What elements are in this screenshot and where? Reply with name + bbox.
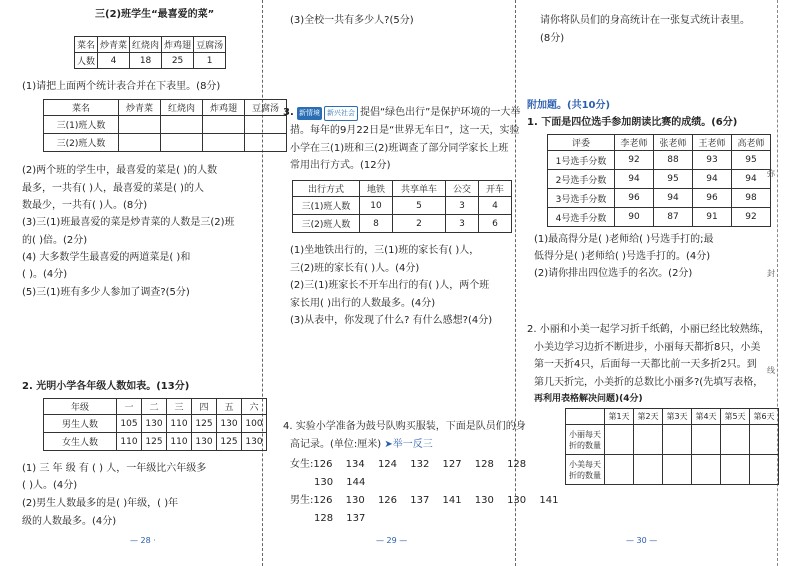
question-text: (2)三(1)班家长不开车出行的有( )人，两个班 [290,280,490,291]
answer-cell[interactable] [692,425,721,455]
question-text: 三(2)班的家长有( )人。(4分) [290,263,420,274]
table-cell: 95 [654,170,693,189]
height-value: 127 [442,459,462,470]
question-text: 最多，一共有( )人，最喜爱的菜是( )的人 [22,183,204,194]
table-row-label: 3号选手分数 [548,189,615,208]
height-value: 144 [346,477,366,488]
height-value: 124 [377,459,398,470]
table-cell: 90 [615,208,654,227]
question-text: (2)两个班的学生中，最喜爱的菜是( )的人数 [22,165,218,176]
table-header-cell: 菜名 [44,100,119,116]
question-text: 2. 小丽和小美一起学习折千纸鹤，小丽已经比较熟练， [527,324,770,335]
table-cell: 91 [693,208,732,227]
table-cell: 92 [615,151,654,170]
bonus-section-title: 附加题。(共10分) [527,100,611,111]
table-cell: 94 [615,170,654,189]
question-text: 低得分是( )老师给( )号选手打的。(4分) [534,251,711,262]
table-cell: 2 [393,215,446,233]
table-header-cell: 评委 [548,135,615,151]
question-text: 的( )倍。(2分) [22,235,88,246]
table-row-label: 三(1)班人数 [44,116,119,134]
table-row-label: 2号选手分数 [548,170,615,189]
question-text: ( )。(4分) [22,269,68,280]
question-text: 级的人数最多。(4分) [22,516,117,527]
table-cell: 1 [194,53,226,69]
height-value: 130 [507,495,527,506]
table-cell: 18 [130,53,162,69]
table-cell: 105 [117,415,142,433]
question-text: (5)三(1)班有多少人参加了调查?(5分) [22,287,190,298]
question-text: (3)从表中，你发现了什么? 有什么感想?(4分) [290,315,493,326]
question-text: (2)男生人数最多的是( )年级，( )年 [22,498,179,509]
table-header-cell: 第5天 [721,409,750,425]
question-text: 4. 实验小学准备为鼓号队购买服装，下面是队员们的身 [283,421,526,432]
table-cell: 125 [142,433,167,451]
answer-cell[interactable] [203,134,245,152]
question-text: (2)请你排出四位选手的名次。(2分) [534,268,693,279]
table-header-cell: 六 [242,399,267,415]
table-header-cell: 炸鸡翅 [162,37,194,53]
question-text: (3)全校一共有多少人?(5分) [290,15,414,26]
table-header-cell: 炸鸡翅 [203,100,245,116]
table-cell: 8 [360,215,393,233]
score-table [547,134,771,227]
table-cell: 98 [732,189,771,208]
dish-merge-table[interactable] [43,99,287,152]
table-header-cell: 炒青菜 [98,37,130,53]
dish-table-class2 [74,36,226,69]
table-row-label: 三(1)班人数 [293,197,360,215]
table-cell: 5 [393,197,446,215]
height-value: 130 [345,495,365,506]
table-cell: 110 [117,433,142,451]
table-header-cell: 王老师 [693,135,732,151]
table-cell: 95 [732,151,771,170]
girls-heights-row1 [290,458,526,471]
table-header-cell: 菜名 [75,37,98,53]
column-divider-right [515,0,516,566]
table-header-cell: 李老师 [615,135,654,151]
table-header-cell [566,409,605,425]
table-cell: 10 [360,197,393,215]
height-value: 130 [314,477,334,488]
table-row-label: 女生人数 [44,433,117,451]
question-text [283,106,520,121]
table-header-cell: 第2天 [634,409,663,425]
question-text: 小学在三(1)班和三(2)班调查了部分同学家长上班 [290,143,509,154]
table-header-cell: 红烧肉 [161,100,203,116]
height-value: 128 [314,513,334,524]
answer-cell[interactable] [161,134,203,152]
table-header-cell: 一 [117,399,142,415]
table-cell: 92 [732,208,771,227]
table-cell: 3 [446,197,479,215]
question-text: (8分) [540,33,565,44]
table-header-cell: 公交 [446,181,479,197]
question-text: 高记录。(单位:厘米) [290,439,382,450]
table-cell: 88 [654,151,693,170]
question-text: (1)坐地铁出行的，三(1)班的家长有( )人， [290,245,480,256]
height-value: 128 [474,459,494,470]
question-title: 1. 下面是四位选手参加朗读比赛的成绩。(6分) [527,117,738,128]
question-text: 数最少，一共有( )人。(8分) [22,200,148,211]
height-value: 128 [507,459,527,470]
height-value: 141 [442,495,462,506]
table-header-cell: 第6天 [750,409,779,425]
table-cell: 94 [654,189,693,208]
table-cell: 100 [242,415,267,433]
answer-cell[interactable] [721,455,750,485]
answer-cell[interactable] [750,455,779,485]
girls-heights-row2 [314,476,365,489]
height-value: 137 [410,495,430,506]
height-value: 126 [313,459,333,470]
table-title: 三(2)班学生“最喜爱的菜” [95,9,215,20]
table-row-label: 1号选手分数 [548,151,615,170]
table-header-cell: 二 [142,399,167,415]
table-cell: 25 [162,53,194,69]
page-number: — 28 · [130,536,156,545]
new-society-tag: 新兴社会 [324,106,358,121]
table-cell: 125 [192,415,217,433]
table-header-cell: 出行方式 [293,181,360,197]
table-row-label: 4号选手分数 [548,208,615,227]
table-header-cell: 共享单车 [393,181,446,197]
table-cell: 96 [693,189,732,208]
new-context-tag: 新情境 [297,107,322,120]
question-text: 常用出行方式。(12分) [290,160,391,171]
answer-cell[interactable] [692,455,721,485]
answer-cell[interactable] [663,425,692,455]
page-number: — 30 — [626,536,658,545]
margin-text: 封 [767,269,775,278]
table-cell: 130 [242,433,267,451]
table-header-cell: 红烧肉 [130,37,162,53]
question-text [290,438,433,451]
answer-cell[interactable] [634,425,663,455]
table-row-label: 三(2)班人数 [293,215,360,233]
question-title: 2. 光明小学各年级人数如表。(13分) [22,381,190,392]
table-header-cell: 五 [217,399,242,415]
margin-text: 线 [767,366,775,375]
table-cell: 110 [167,415,192,433]
table-cell: 3 [446,215,479,233]
question-text: 第一天折4只，后面每一天都比前一天多折2只。到 [534,359,757,370]
margin-text: 弥 [767,169,775,178]
boys-label: 男生: [290,495,314,506]
table-header-cell: 豆腐汤 [194,37,226,53]
table-row-label: 小丽每天折的数量 [566,425,605,455]
question-text: 提倡“绿色出行”是保护环境的一大举 [359,107,521,118]
table-header-cell: 四 [192,399,217,415]
answer-cell[interactable] [605,455,634,485]
table-cell: 130 [217,415,242,433]
question-text: 家长用( )出行的人数最多。(4分) [290,298,436,309]
table-cell: 94 [693,170,732,189]
table-header-cell: 第4天 [692,409,721,425]
answer-cell[interactable] [605,425,634,455]
table-cell: 130 [142,415,167,433]
question-text: 第几天折完，小美折的总数比小丽多?(先填写表格， [534,377,764,388]
table-header-cell: 豆腐汤 [245,100,287,116]
question-text: 小美边学习边折不断进步，小丽每天都折8只，小美 [534,342,761,353]
table-cell: 130 [192,433,217,451]
question-text: 再利用表格解决问题)(4分) [534,394,643,404]
answer-cell[interactable] [663,455,692,485]
question-text: (4) 大多数学生最喜爱的两道菜是( )和 [22,252,191,263]
height-value: 126 [313,495,333,506]
height-value: 126 [377,495,398,506]
table-header-cell: 炒青菜 [119,100,161,116]
question-text: ( )人。(4分) [22,480,78,491]
answer-cell[interactable] [245,116,287,134]
question-text: 请你将队员们的身高统计在一张复式统计表里。 [540,15,750,26]
answer-cell[interactable] [203,116,245,134]
question-text: (1)请把上面两个统计表合并在下表里。(8分) [22,81,221,92]
table-header-cell: 地铁 [360,181,393,197]
table-cell: 87 [654,208,693,227]
table-cell: 110 [167,433,192,451]
answer-cell[interactable] [161,116,203,134]
related-practice-link[interactable]: ➤举一反三 [384,439,433,450]
page-number: — 29 — [376,536,408,545]
answer-cell[interactable] [750,425,779,455]
table-cell: 6 [479,215,512,233]
height-value: 134 [345,459,365,470]
question-number: 3. [283,107,294,118]
table-header-cell: 开车 [479,181,512,197]
table-header-cell: 第3天 [663,409,692,425]
table-cell: 4 [98,53,130,69]
table-row-label: 小美每天折的数量 [566,455,605,485]
answer-cell[interactable] [634,455,663,485]
answer-cell[interactable] [245,134,287,152]
travel-mode-table [292,180,512,233]
table-header-cell: 第1天 [605,409,634,425]
table-header-cell: 三 [167,399,192,415]
table-row-label: 三(2)班人数 [44,134,119,152]
height-value: 137 [346,513,366,524]
table-cell: 93 [693,151,732,170]
girls-label: 女生: [290,459,314,470]
question-text: (1)最高得分是( )老师给( )号选手打的;最 [534,234,714,245]
height-value: 141 [539,495,559,506]
table-header-cell: 张老师 [654,135,693,151]
table-header-cell: 年级 [44,399,117,415]
table-header-cell: 高老师 [732,135,771,151]
answer-cell[interactable] [119,134,161,152]
height-value: 132 [410,459,430,470]
table-cell: 125 [217,433,242,451]
height-value: 130 [474,495,494,506]
table-cell: 94 [732,170,771,189]
question-text: (1) 三 年 级 有 ( ) 人，一年级比六年级多 [22,463,207,474]
table-cell: 人数 [75,53,98,69]
answer-cell[interactable] [119,116,161,134]
origami-table[interactable] [565,408,779,485]
question-text: 措。每年的9月22日是“世界无车日”，这一天，实验 [290,125,520,136]
table-cell: 96 [615,189,654,208]
column-divider-left [262,0,263,566]
question-text: (3)三(1)班最喜爱的菜是炒青菜的人数是三(2)班 [22,217,235,228]
answer-cell[interactable] [721,425,750,455]
table-cell: 4 [479,197,512,215]
boys-heights-row2 [314,512,365,525]
table-row-label: 男生人数 [44,415,117,433]
boys-heights-row1 [290,494,558,507]
grade-table [43,398,267,451]
